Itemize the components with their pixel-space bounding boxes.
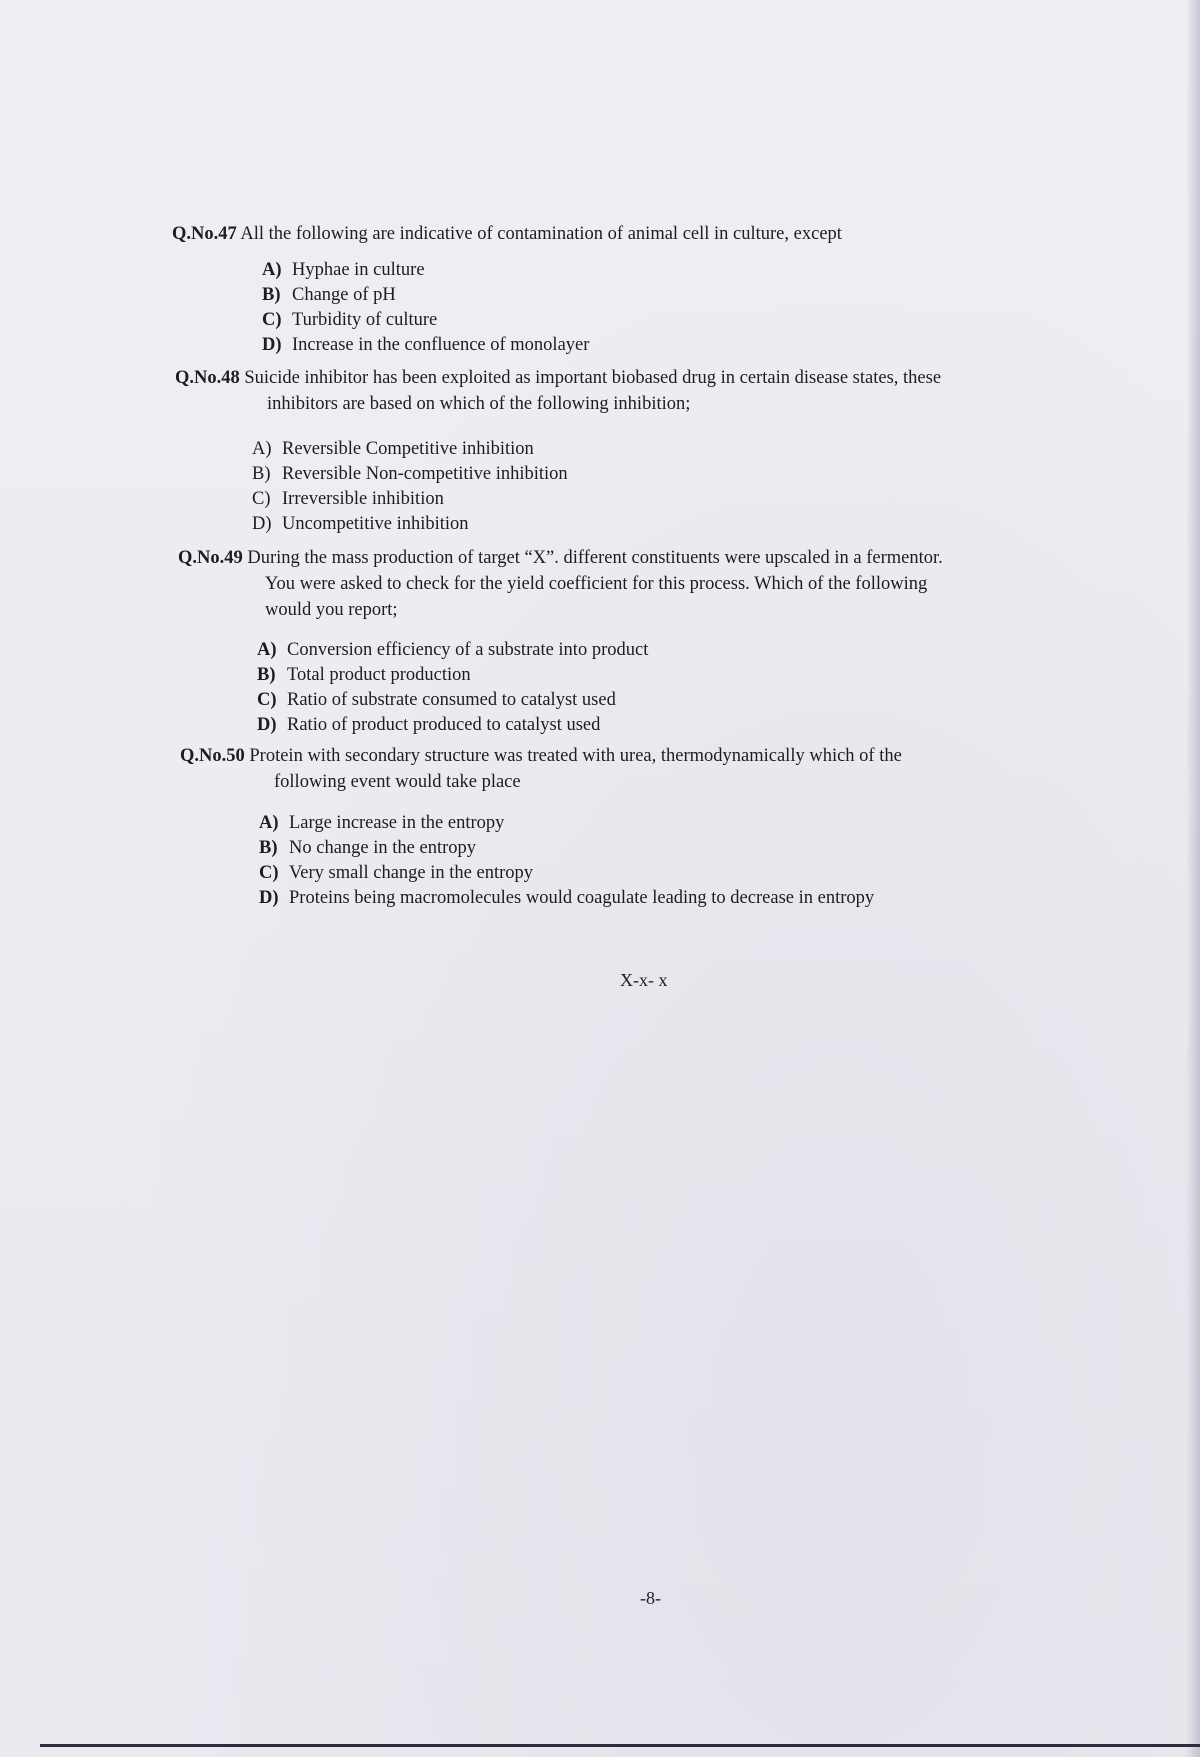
question-49 bbox=[178, 545, 1188, 623]
option-d bbox=[252, 512, 568, 537]
option-text: Uncompetitive inhibition bbox=[282, 514, 469, 534]
option-letter: B) bbox=[257, 665, 276, 685]
option-a bbox=[262, 258, 589, 283]
question-text-continued: inhibitors are based on which of the following inhibition; bbox=[267, 394, 691, 414]
question-number: Q.No.47 bbox=[172, 224, 237, 244]
option-c bbox=[257, 688, 648, 713]
end-mark: X-x- x bbox=[620, 970, 668, 990]
option-letter: A) bbox=[252, 439, 272, 459]
option-text: Hyphae in culture bbox=[292, 260, 425, 280]
question-number: Q.No.49 bbox=[178, 548, 243, 568]
scan-edge-shadow bbox=[1186, 0, 1200, 1757]
question-text-continued: You were asked to check for the yield coefficient for this process. Which of the following bbox=[265, 574, 928, 594]
option-letter: B) bbox=[259, 838, 278, 858]
option-a bbox=[259, 811, 874, 836]
option-letter: D) bbox=[257, 715, 277, 735]
question-text: Protein with secondary structure was treated with urea, thermodynamically which of the bbox=[249, 746, 902, 766]
question-48 bbox=[175, 365, 1175, 417]
option-letter: C) bbox=[252, 489, 271, 509]
options-49 bbox=[257, 638, 648, 738]
question-text-continued: following event would take place bbox=[274, 772, 521, 792]
option-letter: B) bbox=[252, 464, 271, 484]
options-47 bbox=[262, 258, 589, 358]
option-text: Reversible Competitive inhibition bbox=[282, 439, 534, 459]
option-letter: A) bbox=[259, 813, 279, 833]
option-text: Reversible Non-competitive inhibition bbox=[282, 464, 568, 484]
option-letter: C) bbox=[262, 310, 282, 330]
option-d bbox=[257, 713, 648, 738]
question-text: During the mass production of target “X”. different constituents were upscaled in a fermentor. bbox=[247, 548, 943, 568]
option-b bbox=[259, 836, 874, 861]
option-letter: B) bbox=[262, 285, 281, 305]
option-c bbox=[252, 487, 568, 512]
option-b bbox=[257, 663, 648, 688]
option-letter: C) bbox=[259, 863, 279, 883]
option-a bbox=[257, 638, 648, 663]
question-47 bbox=[172, 221, 1052, 247]
option-d bbox=[259, 886, 874, 911]
option-c bbox=[262, 308, 589, 333]
option-c bbox=[259, 861, 874, 886]
option-text: Total product production bbox=[287, 665, 471, 685]
options-50 bbox=[259, 811, 874, 911]
option-text: Conversion efficiency of a substrate into product bbox=[287, 640, 649, 660]
question-number: Q.No.48 bbox=[175, 368, 240, 388]
page-bottom-edge bbox=[40, 1744, 1200, 1747]
option-text: Ratio of substrate consumed to catalyst used bbox=[287, 690, 616, 710]
option-letter: A) bbox=[262, 260, 282, 280]
option-d bbox=[262, 333, 589, 358]
option-text: Turbidity of culture bbox=[292, 310, 438, 330]
option-text: No change in the entropy bbox=[289, 838, 476, 858]
option-b bbox=[262, 283, 589, 308]
option-letter: C) bbox=[257, 690, 277, 710]
question-text: All the following are indicative of contamination of animal cell in culture, except bbox=[240, 224, 842, 244]
options-48 bbox=[252, 437, 568, 537]
option-letter: D) bbox=[262, 335, 282, 355]
question-50 bbox=[180, 743, 1160, 795]
option-b bbox=[252, 462, 568, 487]
option-a bbox=[252, 437, 568, 462]
option-letter: A) bbox=[257, 640, 277, 660]
option-text: Very small change in the entropy bbox=[289, 863, 534, 883]
option-text: Irreversible inhibition bbox=[282, 489, 444, 509]
question-text-continued: would you report; bbox=[265, 600, 398, 620]
option-text: Change of pH bbox=[292, 285, 396, 305]
question-number: Q.No.50 bbox=[180, 746, 245, 766]
option-text: Large increase in the entropy bbox=[289, 813, 505, 833]
option-text: Ratio of product produced to catalyst used bbox=[287, 715, 601, 735]
option-letter: D) bbox=[252, 514, 272, 534]
option-letter: D) bbox=[259, 888, 279, 908]
question-text: Suicide inhibitor has been exploited as important biobased drug in certain disease states, these bbox=[244, 368, 942, 388]
option-text: Proteins being macromolecules would coagulate leading to decrease in entropy bbox=[289, 888, 875, 908]
option-text: Increase in the confluence of monolayer bbox=[292, 335, 590, 355]
page-number: -8- bbox=[640, 1588, 661, 1608]
